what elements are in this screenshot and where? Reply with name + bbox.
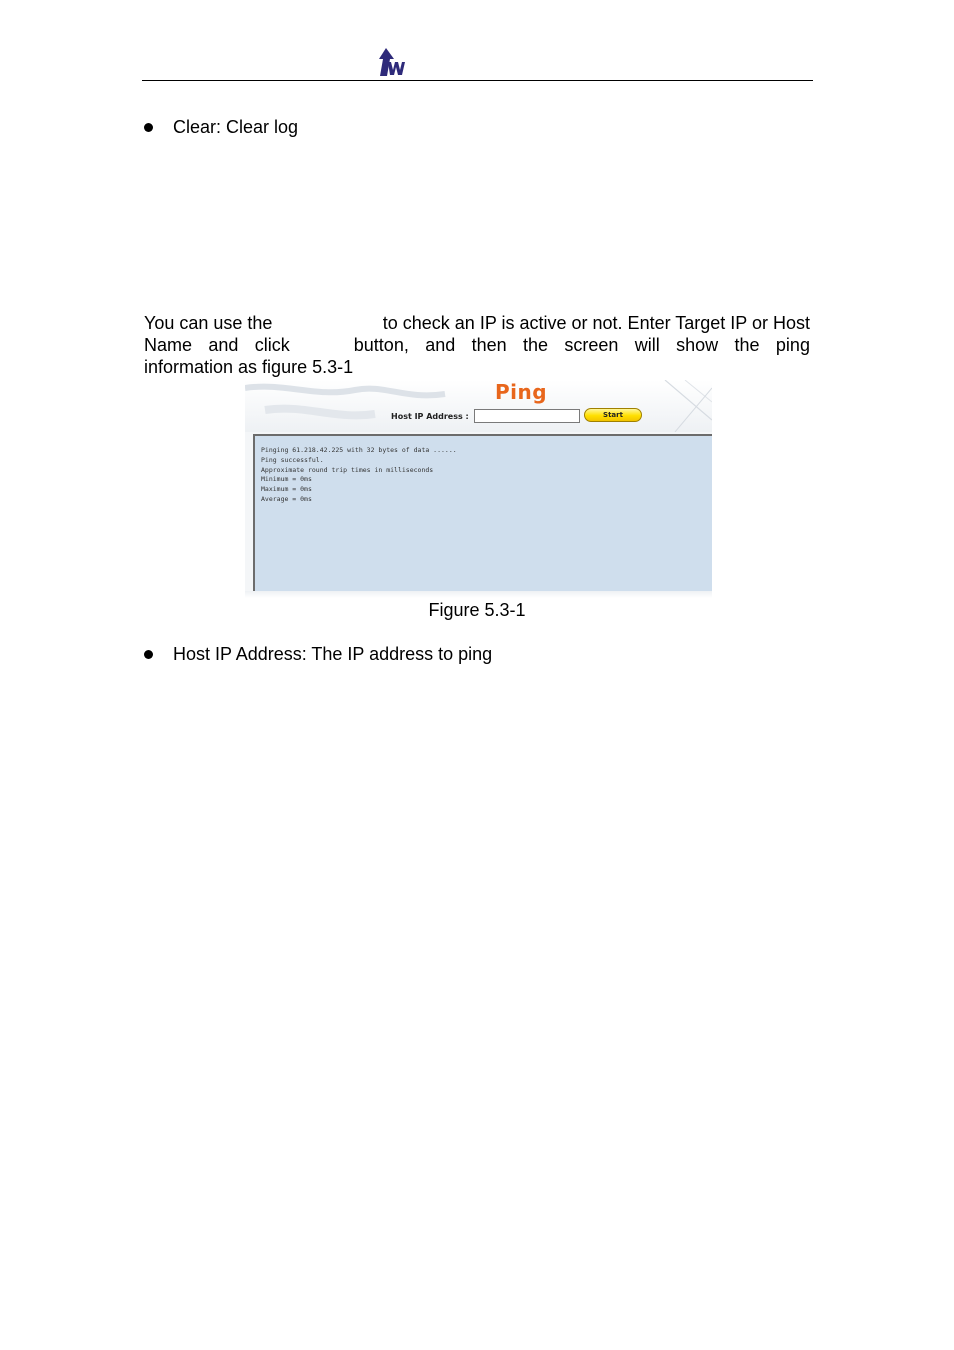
paragraph-word: the (523, 335, 549, 355)
paragraph-line-1-end: to check an IP is active or not. Enter Target IP or Host (382, 313, 810, 333)
paragraph-word: button, (353, 335, 409, 355)
output-line: Average = 0ms (261, 494, 312, 503)
bullet-dot-icon (144, 123, 153, 132)
paragraph-line-1-start: You can use the (144, 313, 273, 333)
paragraph-word: then (471, 335, 507, 355)
intro-paragraph (144, 312, 810, 378)
paragraph-line-3-text: information as figure 5.3-1 (144, 357, 354, 377)
header-rule (142, 80, 813, 81)
paragraph-word: Name (144, 335, 193, 355)
paragraph-line-2 (144, 334, 810, 356)
paragraph-word: and (208, 335, 239, 355)
paragraph-word: show (676, 335, 719, 355)
bullet-host-ip (144, 643, 492, 665)
ping-footer-background (245, 591, 712, 598)
paragraph-word: ping (775, 335, 810, 355)
bullet-clear-text: Clear: Clear log (173, 117, 299, 137)
paragraph-line-1 (144, 312, 810, 334)
paragraph-word: the (734, 335, 760, 355)
ping-screenshot (245, 380, 712, 598)
output-line: Minimum = 0ms (261, 475, 312, 484)
bullet-clear (144, 116, 298, 138)
figure-caption: Figure 5.3-1 (428, 600, 526, 620)
world-map-watermark-icon (245, 380, 712, 432)
output-line: Approximate round trip times in milliseconds (261, 465, 434, 474)
host-ip-label: Host IP Address : (391, 412, 469, 421)
paragraph-word: and (425, 335, 456, 355)
output-line: Pinging 61.218.42.225 with 32 bytes of data ...... (261, 446, 457, 454)
paragraph-word: screen (564, 335, 619, 355)
output-line: Maximum = 0ms (261, 485, 312, 494)
start-button[interactable]: Start (584, 408, 642, 422)
paragraph-word: click (254, 335, 290, 355)
ping-title: Ping (495, 380, 548, 404)
bullet-dot-icon (144, 650, 153, 659)
paragraph-word: will (634, 335, 660, 355)
host-ip-input[interactable] (474, 409, 580, 423)
bullet-host-ip-text: Host IP Address: The IP address to ping (173, 644, 493, 664)
company-logo-icon (376, 48, 408, 78)
paragraph-line-3 (144, 356, 810, 378)
ping-output-panel (253, 434, 712, 591)
output-line: Ping successful. (261, 455, 324, 464)
